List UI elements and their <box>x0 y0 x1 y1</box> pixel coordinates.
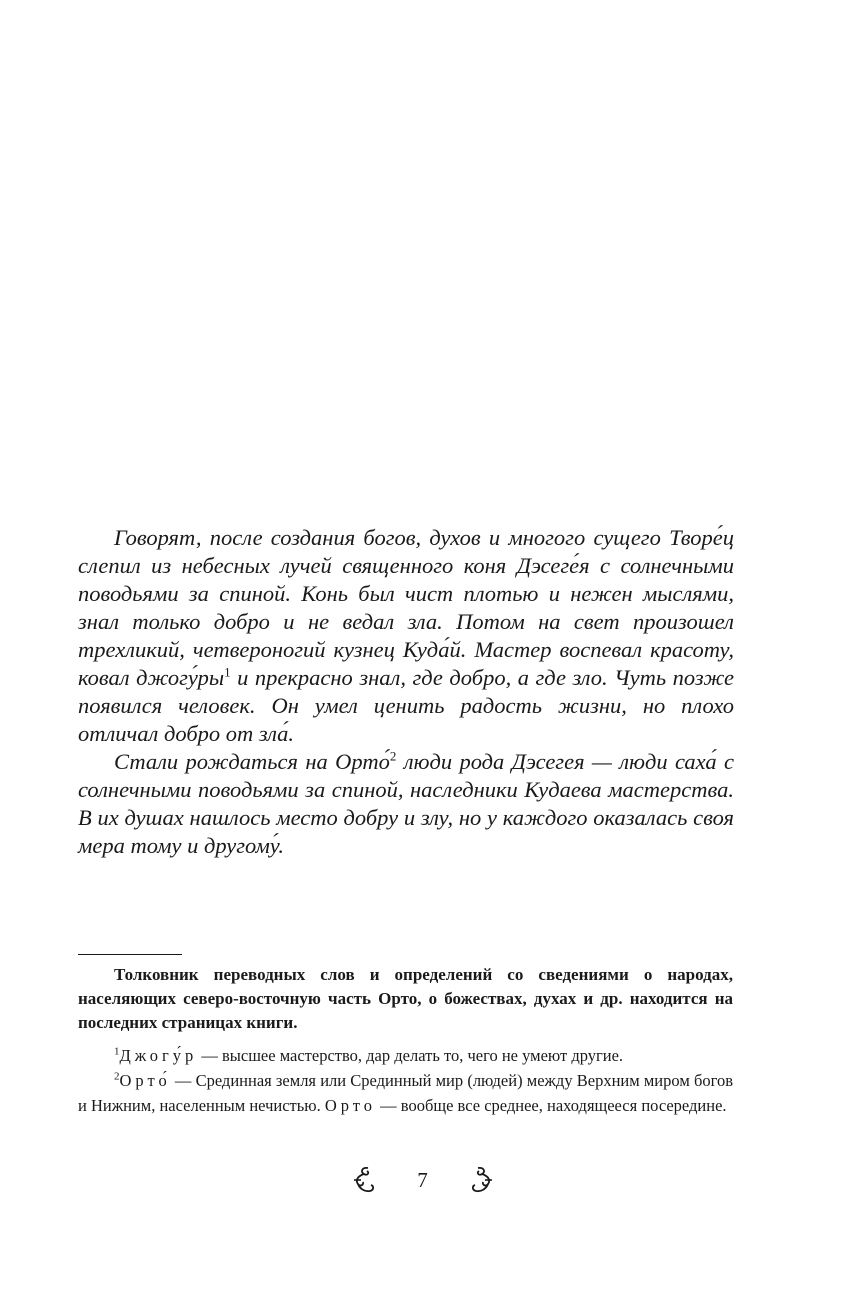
footnote-1 <box>78 1043 733 1068</box>
right-flourish-icon <box>468 1164 494 1196</box>
footnote-2-term: Орто́ <box>119 1071 171 1090</box>
glossary-note: Толковник переводных слов и определений со сведениями о народах, населяющих северо-восточную часть Орто, о божествах, духах и др. находится на последних страницах книги. <box>78 965 733 1032</box>
paragraph-1-part-1: Говорят, после создания богов, духов и многого сущего Творе́ц слепил из небесных лучей священного коня Дэсеге́я с солнечными поводьями за спиной. Конь был чист плотью и нежен мыслями, знал только добро и не ведал зла. Потом на свет произошел трехликий, четвероногий кузнец Куда́й. Мастер воспевал красоту, ковал джогу́ры <box>78 525 734 690</box>
footnote-2-text-1: — Срединная земля или Срединный мир (людей) между Верхним миром богов и Нижним, населенным нечистью. <box>78 1071 733 1115</box>
footnotes <box>78 1043 733 1118</box>
footnote-2 <box>78 1068 733 1118</box>
left-flourish-icon <box>352 1164 378 1196</box>
footnote-ref-1: 1 <box>224 664 231 680</box>
footnote-1-number: 1 <box>114 1045 120 1058</box>
footnote-separator <box>78 954 182 955</box>
paragraph-2-part-1: Стали рождаться на Орто́ <box>114 749 390 774</box>
paragraph-2 <box>78 748 734 860</box>
main-text <box>78 524 734 860</box>
footnote-1-term: Джогу́р <box>119 1046 198 1065</box>
page-number-block <box>0 1162 845 1198</box>
paragraph-1 <box>78 524 734 748</box>
footnote-2-text-2: — вообще все среднее, находящееся посередине. <box>376 1096 727 1115</box>
footnote-2-term-2: Орто <box>324 1096 377 1115</box>
footnote-1-text: — высшее мастерство, дар делать то, чего не умеют другие. <box>197 1046 624 1065</box>
footnote-2-number: 2 <box>114 1070 120 1083</box>
page-number: 7 <box>417 1168 428 1192</box>
footnote-ref-2: 2 <box>389 748 397 764</box>
paragraph-1-part-2: и прекрасно знал, где добро, а где зло. Чуть позже появился человек. Он умел ценить радость жизни, но плохо отличал добро от зла́. <box>78 665 734 746</box>
paragraph-2-part-2: люди рода Дэсегея — люди саха́ с солнечными поводьями за спиной, наследники Кудаева мастерства. В их душах нашлось место добру и злу, но у каждого оказалась своя мера тому и другому́. <box>78 749 734 858</box>
